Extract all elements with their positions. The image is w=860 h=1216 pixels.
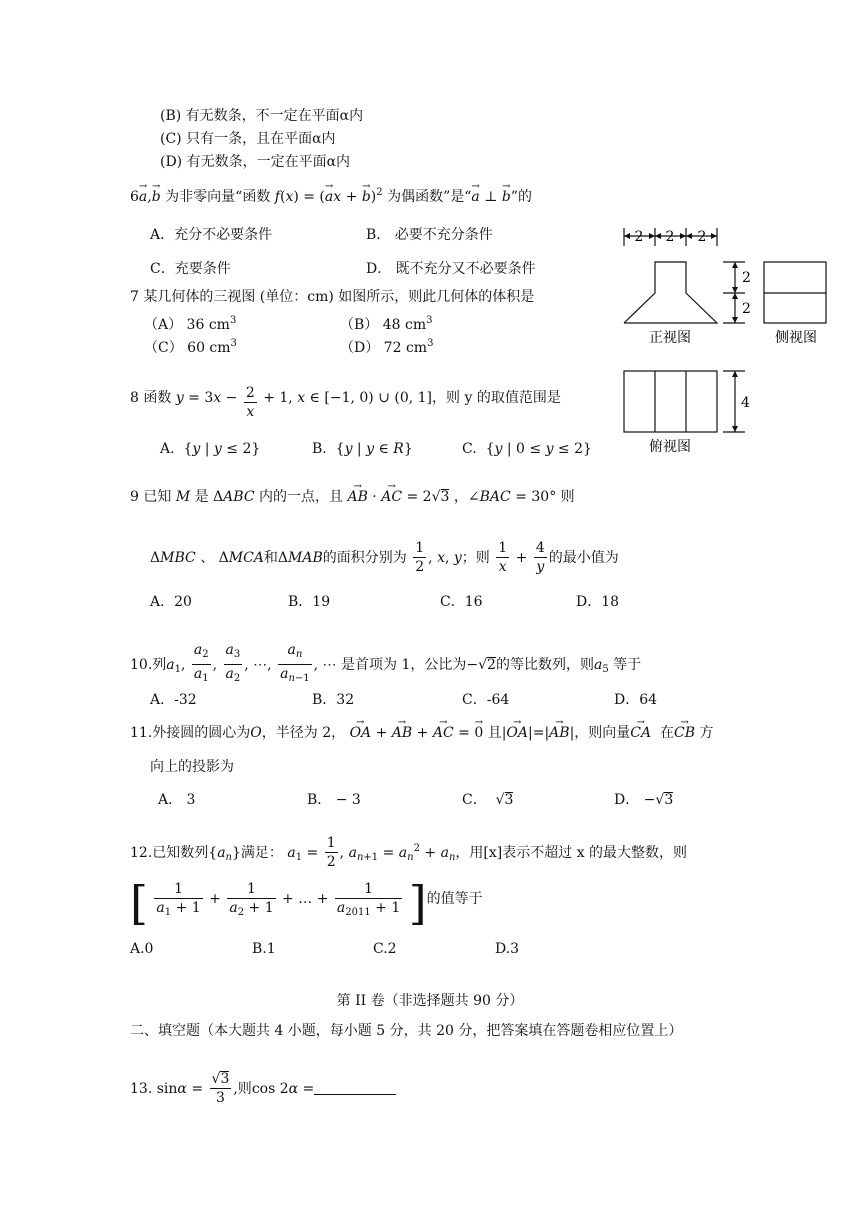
q9-stem: 9 已知 M 是 ΔABC 内的一点，且 → AB · → AC = 2√3 ，∠BAC = 30° 则 — [130, 488, 575, 506]
q11-option-c: C． √3 — [462, 792, 514, 808]
q8-stem: 8 函数 y = 3x − $\frac{2}{x}$ + 1, x ∈ [−1, 0) ∪ (0, 1]，则 y 的取值范围是 — [130, 385, 561, 420]
q12-stem: 12.已知数列$\{a_n\}$满足： $a_1$ = $\frac{1}{2}$ , $a_{n+1} = a_n^2 + a_n$，用[x]表示不超过 x 的最大整数，则 — [130, 835, 688, 870]
q12-option-d: D.3 — [495, 941, 520, 957]
dim-label: 4 — [741, 395, 750, 411]
q5-option-d: (D) 有无数条，一定在平面α内 — [160, 154, 351, 170]
q11-stem-line2: 向上的投影为 — [150, 759, 234, 775]
q10-option-b: B．32 — [312, 692, 355, 708]
side-view-label: 侧视图 — [775, 330, 817, 346]
q9-option-c: C．16 — [440, 594, 483, 610]
q8-option-b: B. {y | y ∈ R} — [312, 441, 413, 457]
q12-expression: [ $\frac{1}{a_1 + 1}$ + $\frac{1}{a_2 + 1}$ + … + $\frac{1}{a_{2011} + 1}$ ]的值等于 — [130, 876, 483, 930]
dim-label: 2 — [697, 229, 707, 245]
q11-option-b: B． − 3 — [307, 792, 361, 808]
top-view-label: 俯视图 — [649, 439, 691, 455]
q10-stem: 10.列$a_1$, $\frac{a_2}{a_1}$ , $\frac{a_3}{a_2}$ , ⋯, $\frac{a_n}{a_{n-1}}$ , ⋯ 是首项为 1，公比为−√2的等比数列，则$a_5$ 等于 — [130, 642, 642, 684]
q6-option-d: D． 既不充分又不必要条件 — [366, 261, 536, 277]
q9-option-d: D．18 — [576, 594, 620, 610]
q9-option-b: B．19 — [288, 594, 331, 610]
q12-option-c: C.2 — [373, 941, 397, 957]
q5-option-b: (B) 有无数条，不一定在平面α内 — [160, 108, 364, 124]
front-view-label: 正视图 — [649, 330, 691, 346]
q10-option-c: C．-64 — [462, 692, 510, 708]
q6-option-b: B． 必要不充分条件 — [366, 227, 493, 243]
part2-title: 第 II 卷（非选择题共 90 分） — [336, 993, 524, 1009]
dim-label: 2 — [634, 229, 644, 245]
q11-stem: 11.外接圆的圆心为O，半径为 2， → OA + → AB + → AC = → 0 且|→ OA|=|→ AB|，则向量→ CA 在→ CB 方 — [130, 724, 713, 742]
q6-option-a: A．充分不必要条件 — [150, 227, 273, 243]
dim-label: 2 — [742, 301, 751, 317]
q7-stem: 7 某几何体的三视图 (单位：cm) 如图所示，则此几何体的体积是 — [130, 289, 535, 305]
q5-option-c: (C) 只有一条，且在平面α内 — [160, 131, 336, 147]
three-view-figure — [610, 222, 840, 462]
q7-option-d: （D） 72 $cm^3$ — [340, 338, 434, 356]
q7-option-a: （A） 36 $cm^3$ — [144, 315, 237, 333]
q8-option-c: C. {y | 0 ≤ y ≤ 2} — [462, 441, 592, 457]
q9-stem-line2: ΔMBC 、 ΔMCA和ΔMAB的面积分别为 $\frac{1}{2}$ , x, y；则 $\frac{1}{x}$ + $\frac{4}{y}$ 的最小值为 — [150, 540, 619, 575]
q12-option-a: A.0 — [130, 941, 154, 957]
q8-option-a: A. {y | y ≤ 2} — [160, 441, 261, 457]
dim-label: 2 — [742, 270, 751, 286]
q11-option-a: A． 3 — [158, 792, 196, 808]
q13-answer-blank — [314, 1080, 396, 1095]
part2-section-heading: 二、填空题（本大题共 4 小题，每小题 5 分，共 20 分，把答案填在答题卷相应位置上） — [130, 1023, 683, 1039]
q12-option-b: B.1 — [252, 941, 276, 957]
dim-label: 2 — [665, 229, 675, 245]
q10-option-a: A．-32 — [150, 692, 197, 708]
q9-option-a: A．20 — [150, 594, 192, 610]
q13-stem: 13. sinα = $\frac{√3}{3}$ ,则cos 2α = — [130, 1070, 396, 1107]
q7-option-b: （B） 48 $cm^3$ — [340, 315, 433, 333]
q7-option-c: （C） 60 $cm^3$ — [144, 338, 237, 356]
q6-option-c: C．充要条件 — [150, 261, 231, 277]
q11-option-d: D． −√3 — [614, 792, 674, 808]
q10-option-d: D．64 — [614, 692, 658, 708]
q6-stem: 6→ a,→ b 为非零向量“函数 f(x) = (→ ax + → b)$^2$ 为偶函数”是“→ a ⊥ → b”的 — [130, 184, 532, 206]
